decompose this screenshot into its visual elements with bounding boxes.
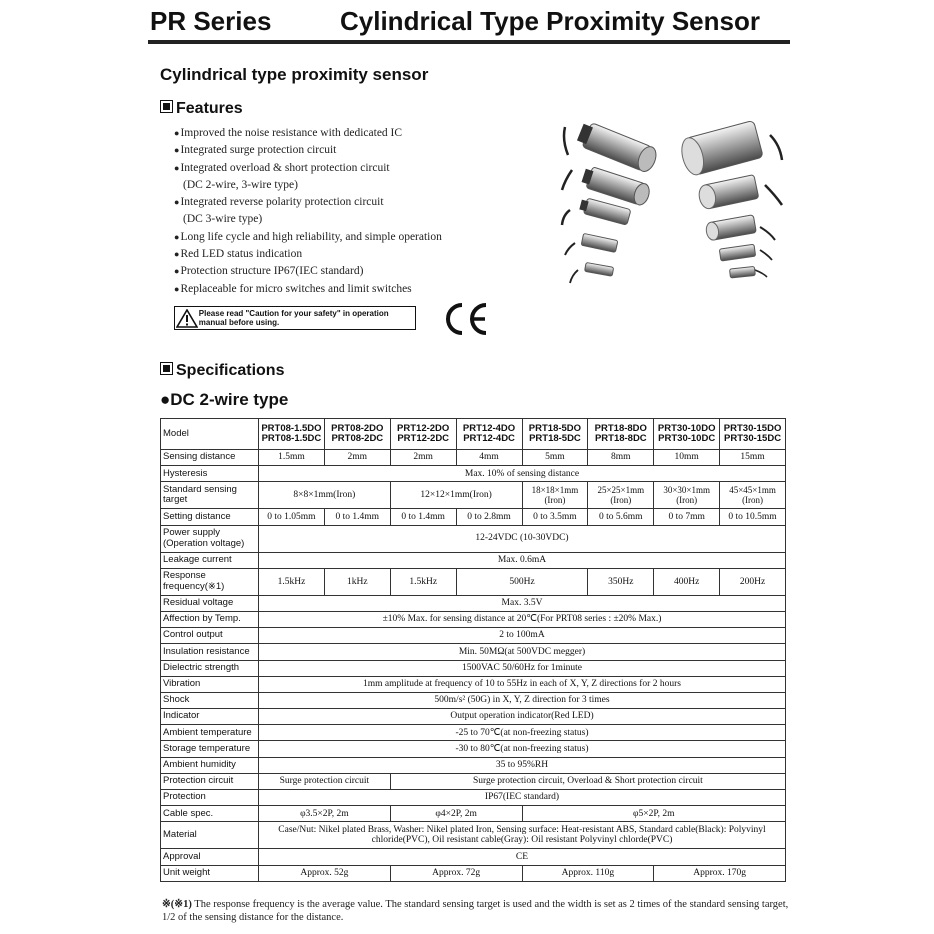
table-cell: φ4×2P, 2m bbox=[390, 806, 522, 822]
table-cell: 0 to 5.6mm bbox=[588, 509, 654, 525]
row-label: Cable spec. bbox=[161, 806, 259, 822]
table-cell: 0 to 10.5mm bbox=[720, 509, 786, 525]
table-row bbox=[161, 660, 786, 676]
specifications-heading-text: Specifications bbox=[176, 362, 285, 379]
table-row bbox=[161, 806, 786, 822]
table-row bbox=[161, 741, 786, 757]
table-row bbox=[161, 525, 786, 552]
footnote-mark: ※(※1) bbox=[162, 899, 192, 910]
warning-icon bbox=[175, 309, 199, 328]
table-row bbox=[161, 709, 786, 725]
table-cell: 1.5mm bbox=[259, 450, 325, 466]
table-cell: Min. 50MΩ(at 500VDC megger) bbox=[259, 644, 786, 660]
section-square-icon bbox=[160, 100, 173, 113]
row-label: Affection by Temp. bbox=[161, 611, 259, 627]
specifications-heading bbox=[160, 362, 284, 380]
table-row bbox=[161, 644, 786, 660]
feature-item bbox=[174, 125, 442, 142]
table-row bbox=[161, 419, 786, 450]
dc-2-wire-heading: ●DC 2-wire type bbox=[160, 390, 289, 409]
row-label: Storage temperature bbox=[161, 741, 259, 757]
table-cell: 8mm bbox=[588, 450, 654, 466]
table-row bbox=[161, 725, 786, 741]
table-cell: 15mm bbox=[720, 450, 786, 466]
features-heading-text: Features bbox=[176, 100, 243, 117]
table-row bbox=[161, 450, 786, 466]
table-cell: 8×8×1mm(Iron) bbox=[259, 482, 391, 509]
table-cell: 500m/s² (50G) in X, Y, Z direction for 3 times bbox=[259, 692, 786, 708]
feature-item bbox=[174, 229, 442, 246]
table-cell: Approx. 72g bbox=[390, 865, 522, 881]
table-cell: 0 to 1.4mm bbox=[324, 509, 390, 525]
table-cell: Approx. 170g bbox=[654, 865, 786, 881]
feature-item bbox=[174, 194, 442, 211]
footnote bbox=[162, 898, 792, 924]
row-label: Ambient humidity bbox=[161, 757, 259, 773]
table-row bbox=[161, 822, 786, 849]
table-row bbox=[161, 482, 786, 509]
ce-mark-icon bbox=[442, 300, 492, 343]
row-label: Ambient temperature bbox=[161, 725, 259, 741]
row-label: Material bbox=[161, 822, 259, 849]
table-cell: 1.5kHz bbox=[259, 568, 325, 595]
table-cell: 12-24VDC (10-30VDC) bbox=[259, 525, 786, 552]
table-cell: ±10% Max. for sensing distance at 20℃(For PRT08 series : ±20% Max.) bbox=[259, 611, 786, 627]
table-cell: CE bbox=[259, 849, 786, 865]
model-cell bbox=[720, 419, 786, 450]
bullet-icon: ● bbox=[174, 162, 180, 173]
table-row bbox=[161, 568, 786, 595]
bullet-icon: ● bbox=[174, 283, 180, 294]
feature-text: Long life cycle and high reliability, and simple operation bbox=[180, 230, 442, 243]
row-label: Indicator bbox=[161, 709, 259, 725]
feature-text: Protection structure IP67(IEC standard) bbox=[180, 265, 364, 278]
table-cell: -30 to 80℃(at non-freezing status) bbox=[259, 741, 786, 757]
table-cell: Output operation indicator(Red LED) bbox=[259, 709, 786, 725]
model-name: PRT30-15DO bbox=[723, 422, 782, 434]
row-label: Standard sensing target bbox=[161, 482, 259, 509]
row-label: Approval bbox=[161, 849, 259, 865]
table-cell: 400Hz bbox=[654, 568, 720, 595]
table-cell: Max. 3.5V bbox=[259, 595, 786, 611]
model-name: PRT12-4DO bbox=[462, 422, 516, 434]
table-cell: 1mm amplitude at frequency of 10 to 55Hz in each of X, Y, Z directions for 2 hours bbox=[259, 676, 786, 692]
table-cell: 5mm bbox=[522, 450, 588, 466]
table-cell: 0 to 1.4mm bbox=[390, 509, 456, 525]
table-cell: 12×12×1mm(Iron) bbox=[390, 482, 522, 509]
table-row bbox=[161, 692, 786, 708]
table-row bbox=[161, 552, 786, 568]
feature-item bbox=[174, 281, 442, 298]
bullet-icon: ● bbox=[174, 266, 180, 277]
model-name: PRT08-1.5DC bbox=[261, 433, 322, 444]
table-row bbox=[161, 790, 786, 806]
table-cell: Approx. 110g bbox=[522, 865, 654, 881]
table-cell: IP67(IEC standard) bbox=[259, 790, 786, 806]
document-title: Cylindrical Type Proximity Sensor bbox=[340, 6, 760, 36]
feature-text: Integrated overload & short protection circuit bbox=[180, 161, 390, 174]
row-label: Control output bbox=[161, 628, 259, 644]
feature-subitem bbox=[174, 177, 442, 194]
model-name: PRT18-5DO bbox=[528, 422, 582, 434]
table-cell: -25 to 70℃(at non-freezing status) bbox=[259, 725, 786, 741]
bullet-icon: ● bbox=[174, 197, 180, 208]
feature-subtext: (DC 2-wire, 3-wire type) bbox=[183, 178, 298, 191]
table-cell: Surge protection circuit bbox=[259, 773, 391, 789]
row-label: Protection circuit bbox=[161, 773, 259, 789]
bullet-icon: ● bbox=[174, 231, 180, 242]
model-name: PRT12-4DC bbox=[463, 433, 515, 444]
bullet-icon: ● bbox=[174, 128, 180, 138]
table-cell: 200Hz bbox=[720, 568, 786, 595]
table-cell: 350Hz bbox=[588, 568, 654, 595]
table-row bbox=[161, 611, 786, 627]
series-title: PR Series bbox=[150, 6, 272, 36]
table-row bbox=[161, 773, 786, 789]
section-square-icon bbox=[160, 362, 173, 375]
bullet-icon: ● bbox=[174, 145, 180, 156]
feature-item bbox=[174, 160, 442, 177]
table-cell: φ5×2P, 2m bbox=[522, 806, 786, 822]
table-cell: 0 to 3.5mm bbox=[522, 509, 588, 525]
page-subtitle: Cylindrical type proximity sensor bbox=[160, 65, 429, 84]
table-cell: φ3.5×2P, 2m bbox=[259, 806, 391, 822]
caution-text: Please read "Caution for your safety" in operation manual before using. bbox=[198, 309, 389, 327]
model-cell bbox=[456, 419, 522, 450]
feature-text: Improved the noise resistance with dedicated IC bbox=[180, 127, 403, 139]
row-label: Unit weight bbox=[161, 865, 259, 881]
table-row bbox=[161, 509, 786, 525]
feature-text: Integrated reverse polarity protection circuit bbox=[180, 196, 384, 209]
table-cell: Case/Nut: Nikel plated Brass, Washer: Nikel plated Iron, Sensing surface: Heat-resistant ABS, Standard cable(Black): Polyvinyl chloride(PVC), Oil resistant cable(Gray): Oil resistant Polyvinyl chlorde(PVC) bbox=[259, 822, 786, 849]
model-name: PRT08-2DC bbox=[331, 433, 384, 444]
model-cell bbox=[390, 419, 456, 450]
row-label: Leakage current bbox=[161, 552, 259, 568]
model-cell bbox=[259, 419, 325, 450]
row-label: Vibration bbox=[161, 676, 259, 692]
feature-subitem bbox=[174, 211, 442, 228]
table-row bbox=[161, 865, 786, 881]
row-label: Residual voltage bbox=[161, 595, 259, 611]
table-cell: 1500VAC 50/60Hz for 1minute bbox=[259, 660, 786, 676]
feature-text: Integrated surge protection circuit bbox=[180, 144, 337, 157]
model-name: PRT18-8DC bbox=[594, 433, 647, 444]
feature-subtext: (DC 3-wire type) bbox=[183, 213, 263, 226]
table-cell: 45×45×1mm (Iron) bbox=[720, 482, 786, 509]
row-label: Dielectric strength bbox=[161, 660, 259, 676]
table-cell: Max. 0.6mA bbox=[259, 552, 786, 568]
table-cell: 2mm bbox=[390, 450, 456, 466]
row-label: Insulation resistance bbox=[161, 644, 259, 660]
model-name: PRT12-2DO bbox=[397, 422, 450, 434]
model-cell bbox=[654, 419, 720, 450]
table-cell: 25×25×1mm (Iron) bbox=[588, 482, 654, 509]
table-cell: 500Hz bbox=[456, 568, 588, 595]
row-label: Model bbox=[161, 419, 259, 450]
row-label: Hysteresis bbox=[161, 466, 259, 482]
caution-notice bbox=[174, 306, 416, 330]
table-cell: 35 to 95%RH bbox=[259, 757, 786, 773]
table-cell: 30×30×1mm (Iron) bbox=[654, 482, 720, 509]
model-cell bbox=[324, 419, 390, 450]
feature-item bbox=[174, 263, 442, 280]
table-cell: 0 to 2.8mm bbox=[456, 509, 522, 525]
table-cell: 18×18×1mm (Iron) bbox=[522, 482, 588, 509]
row-label: Setting distance bbox=[161, 509, 259, 525]
model-name: PRT08-2DO bbox=[331, 422, 384, 434]
model-name: PRT30-10DC bbox=[658, 433, 716, 444]
row-label: Sensing distance bbox=[161, 450, 259, 466]
table-cell: 4mm bbox=[456, 450, 522, 466]
bullet-icon: ● bbox=[174, 249, 180, 260]
table-cell: 0 to 7mm bbox=[654, 509, 720, 525]
table-cell: Max. 10% of sensing distance bbox=[259, 466, 786, 482]
features-heading bbox=[160, 100, 243, 118]
row-label: Shock bbox=[161, 692, 259, 708]
model-name: PRT18-8DO bbox=[594, 422, 647, 434]
table-cell: 1.5kHz bbox=[390, 568, 456, 595]
table-cell: 2 to 100mA bbox=[259, 628, 786, 644]
features-list bbox=[174, 125, 442, 298]
table-cell: 1kHz bbox=[324, 568, 390, 595]
feature-item bbox=[174, 246, 442, 263]
row-label: Power supply (Operation voltage) bbox=[161, 525, 259, 552]
table-row bbox=[161, 849, 786, 865]
header-rule bbox=[148, 40, 790, 44]
footnote-text: The response frequency is the average value. The standard sensing target is used and the width is set as 2 times of the standard sensing target, 1/2 of the sensing distance for the distance. bbox=[162, 899, 789, 923]
model-name: PRT30-10DO bbox=[657, 422, 716, 434]
table-cell: Approx. 52g bbox=[259, 865, 391, 881]
table-row bbox=[161, 757, 786, 773]
product-photo bbox=[560, 115, 785, 295]
model-cell bbox=[522, 419, 588, 450]
feature-text: Red LED status indication bbox=[180, 248, 303, 261]
table-cell: Surge protection circuit, Overload & Short protection circuit bbox=[390, 773, 785, 789]
row-label: Protection bbox=[161, 790, 259, 806]
model-name: PRT18-5DC bbox=[529, 433, 581, 444]
table-row bbox=[161, 628, 786, 644]
spec-table bbox=[160, 418, 786, 882]
model-name: PRT30-15DC bbox=[724, 433, 782, 444]
table-cell: 0 to 1.05mm bbox=[259, 509, 325, 525]
table-row bbox=[161, 595, 786, 611]
table-cell: 10mm bbox=[654, 450, 720, 466]
row-label: Response frequency(※1) bbox=[161, 568, 259, 595]
table-row bbox=[161, 466, 786, 482]
table-row bbox=[161, 676, 786, 692]
feature-item bbox=[174, 142, 442, 159]
feature-text: Replaceable for micro switches and limit switches bbox=[180, 282, 412, 295]
model-name: PRT08-1.5DO bbox=[261, 422, 322, 434]
table-cell: 2mm bbox=[324, 450, 390, 466]
model-name: PRT12-2DC bbox=[397, 433, 450, 444]
model-cell bbox=[588, 419, 654, 450]
